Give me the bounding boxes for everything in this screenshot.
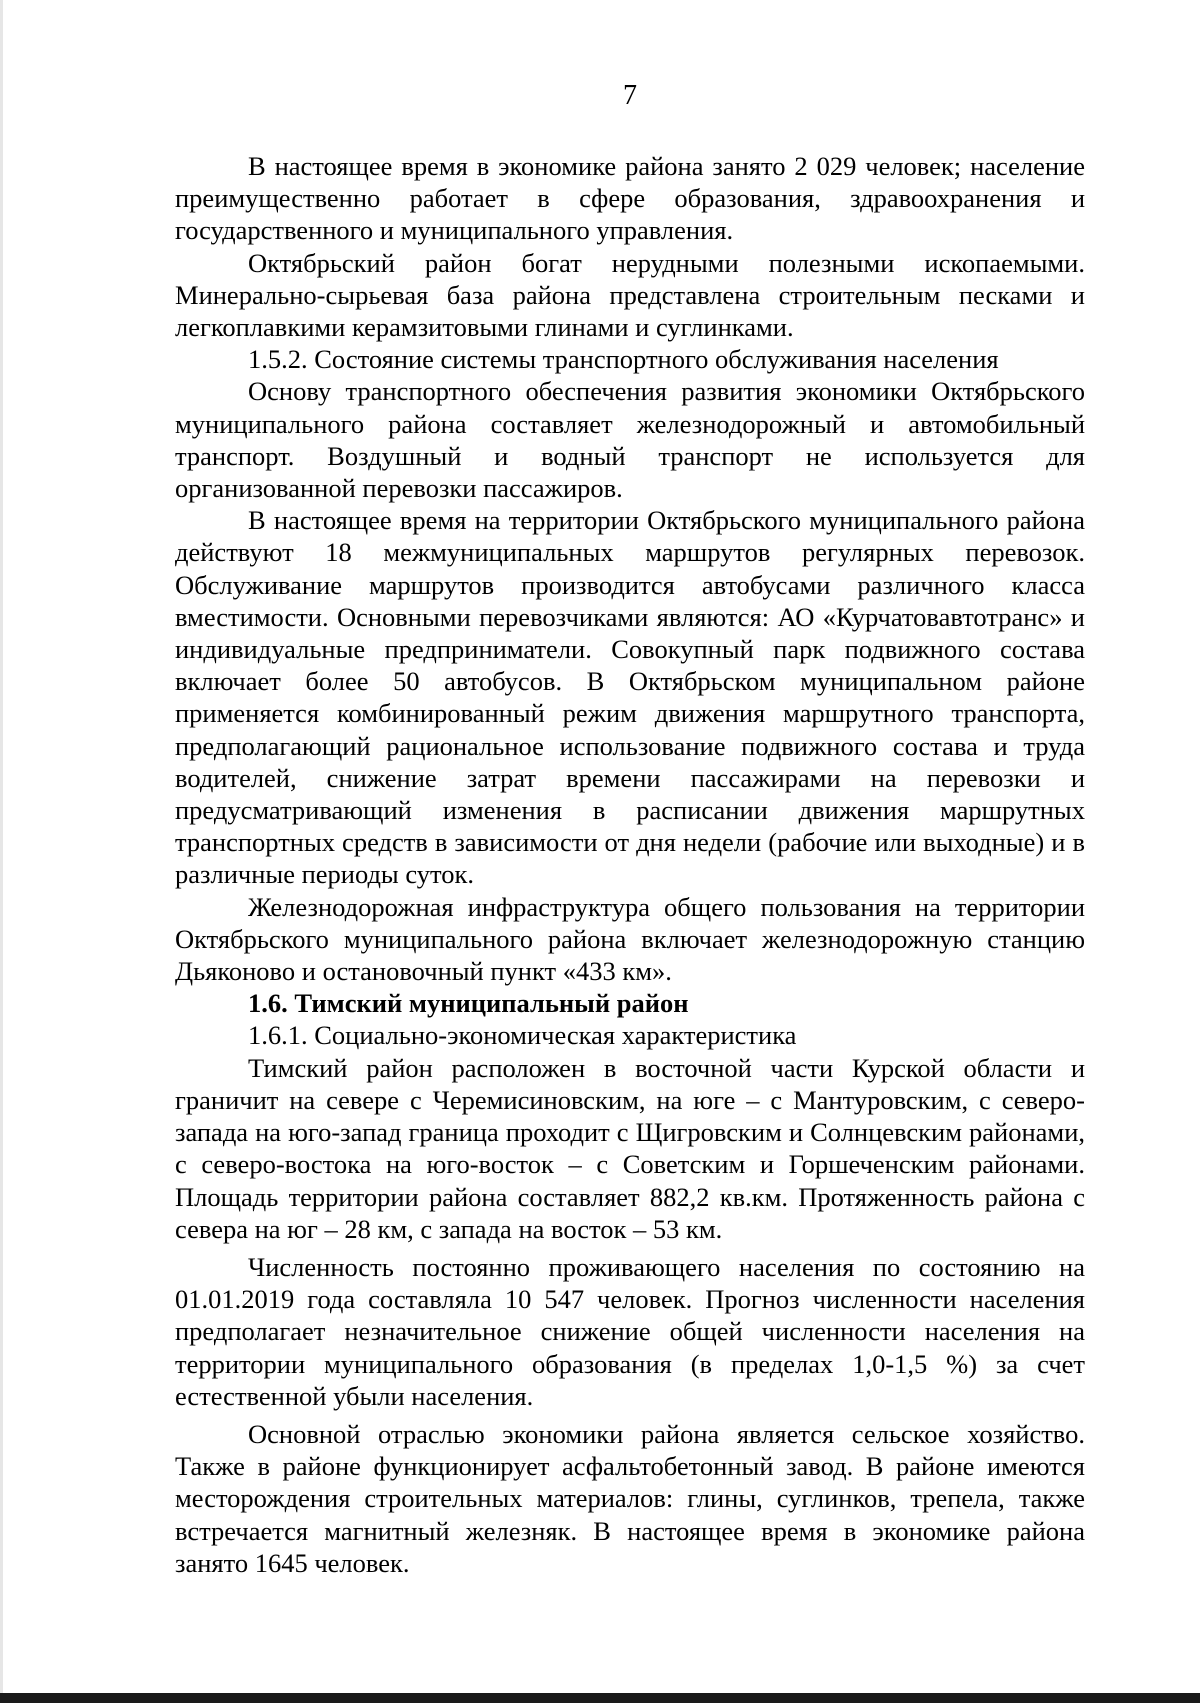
paragraph-tim-population: Численность постоянно проживающего населения по состоянию на 01.01.2019 года составляла 10 547 человек. Прогноз численности населения предполагает незначительное снижение общей численности населения на территории муниципального образования (в пределах 1,0-1,5 %) за счет естественной убыли населения. [175,1251,1085,1411]
paragraph-railway: Железнодорожная инфраструктура общего пользования на территории Октябрьского муниципального района включает железнодорожную станцию Дьяконово и остановочный пункт «433 км». [175,891,1085,987]
paragraph-tim-economy: Основной отраслью экономики района является сельское хозяйство. Также в районе функционирует асфальтобетонный завод. В районе имеются месторождения строительных материалов: глины, суглинков, трепела, также встречается магнитный железняк. В настоящее время в экономике района занято 1645 человек. [175,1418,1085,1578]
heading-1-6: 1.6. Тимский муниципальный район [248,988,689,1019]
paragraph-tim-location: Тимский район расположен в восточной части Курской области и граничит на севере с Черемисиновским, на юге – с Мантуровским, с северо-запада на юго-запад граница проходит с Щигровским и Солнцевским районами, с северо-востока на юго-восток – с Советским и Горшеченским районами. Площадь территории района составляет 882,2 кв.км. Протяженность района с севера на юг – 28 км, с запада на восток – 53 км. [175,1052,1085,1244]
paragraph-minerals-oktyabrsky: Октябрьский район богат нерудными полезными ископаемыми. Минерально-сырьевая база района представлена строительным песками и легкоплавкими керамзитовыми глинами и суглинками. [175,247,1085,343]
paragraph-employment-oktyabrsky: В настоящее время в экономике района занято 2 029 человек; население преимущественно работает в сфере образования, здравоохранения и государственного и муниципального управления. [175,151,1085,246]
paragraph-transport-basis: Основу транспортного обеспечения развития экономики Октябрьского муниципального района составляет железнодорожный и автомобильный транспорт. Воздушный и водный транспорт не используется для организованной перевозки пассажиров. [175,376,1085,504]
paragraph-bus-routes: В настоящее время на территории Октябрьского муниципального района действуют 18 межмуниципальных маршрутов регулярных перевозок. Обслуживание маршрутов производится автобусами различного класса вместимости. Основными перевозчиками являются: АО «Курчатовавтотранс» и индивидуальные предприниматели. Совокупный парк подвижного состава включает более 50 автобусов. В Октябрьском муниципальном районе применяется комбинированный режим движения маршрутного транспорта, предполагающий рациональное использование подвижного состава и труда водителей, снижение затрат времени пассажирами на перевозки и предусматривающий изменения в расписании движения маршрутных транспортных средств в зависимости от дня недели (рабочие или выходные) и в различные периоды суток. [175,505,1085,890]
scan-left-edge [0,0,3,1703]
subheading-1-5-2: 1.5.2. Состояние системы транспортного обслуживания населения [248,344,999,375]
scan-bottom-edge [0,1693,1200,1703]
subheading-1-6-1: 1.6.1. Социально-экономическая характеристика [248,1020,797,1051]
page-number: 7 [623,80,637,111]
body-text [175,150,1085,1579]
